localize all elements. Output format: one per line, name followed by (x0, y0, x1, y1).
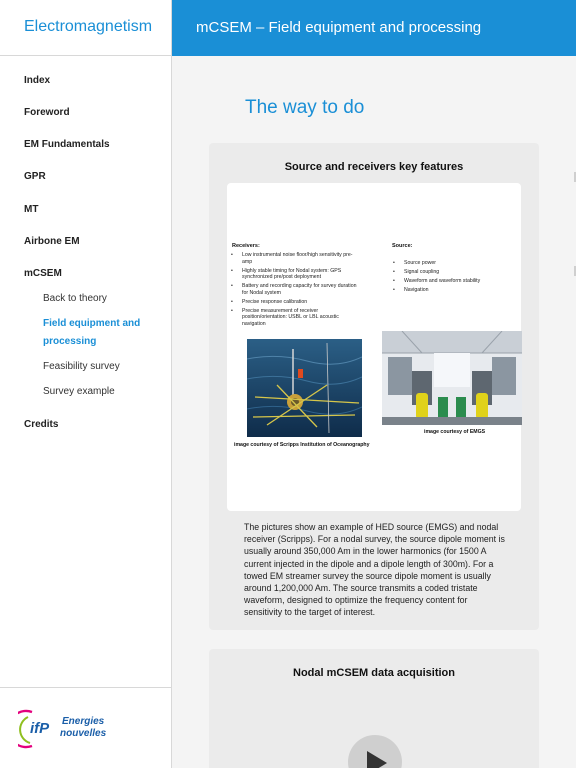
list-item: • Low instrumental noise floor/high sensitivity pre-amp (230, 252, 360, 265)
source-photo-caption: image courtesy of EMGS (424, 429, 486, 435)
sidebar-subitem-survey-example[interactable]: Survey example (43, 386, 115, 397)
receivers-list (230, 252, 360, 330)
list-item: • Precise response calibration (230, 299, 360, 306)
card-title: Nodal mCSEM data acquisition (293, 667, 455, 679)
sidebar-item-em-fundamentals[interactable]: EM Fundamentals (24, 139, 110, 150)
sidebar-item-index[interactable]: Index (24, 75, 51, 86)
sidebar-subitem-back-to-theory[interactable]: Back to theory (43, 293, 107, 304)
sidebar-header (0, 0, 172, 56)
receiver-photo-caption: image courtesy of Scripps Institution of Oceanography (234, 442, 370, 448)
features-figure (227, 183, 521, 511)
list-item: • Navigation (392, 287, 517, 294)
receivers-heading: Receivers: (232, 243, 260, 249)
list-item: • Source power (392, 260, 517, 267)
sidebar-item-mcsem[interactable]: mCSEM (24, 268, 62, 279)
list-item: • Battery and recording capacity for survey duration for Nodal system (230, 283, 360, 296)
list-item: • Precise measurement of receiver position/orientation: USBL or LBL acoustic navigation (230, 308, 360, 328)
sidebar-item-gpr[interactable]: GPR (24, 171, 46, 182)
description-text: The pictures show an example of HED source (EMGS) and nodal receiver (Scripps). For a nodal survey, the source dipole moment is usually around 350,000 Am in the lower harmonics (for 1500 A current injected in the dipole and a dipole length of 300m). For a towed EM streamer survey the source dipole moment is usually around 1,200,000 Am. The source transmits a coded tristate waveform, designed to optimize the frequency content for sensitivity to the target of interest. (244, 522, 505, 618)
receiver-photo (247, 339, 362, 437)
page-title: mCSEM – Field equipment and processing (196, 19, 482, 36)
source-heading: Source: (392, 243, 413, 249)
play-button[interactable] (348, 735, 402, 768)
video-card (209, 649, 539, 768)
sidebar-nav (0, 56, 172, 768)
app-title: Electromagnetism (24, 18, 153, 35)
section-heading: The way to do (245, 97, 365, 118)
sidebar-subitem-feasibility-survey[interactable]: Feasibility survey (43, 361, 120, 372)
logo-text-nouvelles: nouvelles (60, 728, 107, 739)
logo-text-energies: Energies (62, 716, 105, 727)
svg-text:ifP: ifP (30, 720, 50, 737)
sidebar-item-airbone-em[interactable]: Airbone EM (24, 236, 80, 247)
sidebar-item-foreword[interactable]: Foreword (24, 107, 70, 118)
list-item: • Signal coupling (392, 269, 517, 276)
source-list (392, 260, 517, 296)
list-item: • Waveform and waveform stability (392, 278, 517, 285)
list-item: • Highly stable timing for Nodal system: GPS synchronized pre/post deployment (230, 268, 360, 281)
main-content[interactable] (172, 56, 576, 768)
play-icon (365, 749, 389, 768)
sidebar-footer (0, 687, 172, 768)
features-card (209, 143, 539, 630)
card-title: Source and receivers key features (284, 161, 464, 173)
sidebar-item-credits[interactable]: Credits (24, 419, 59, 430)
sidebar-item-mt[interactable]: MT (24, 204, 39, 215)
source-photo (382, 331, 522, 425)
ifpen-logo (18, 708, 118, 750)
sidebar-subitem-field-equipment[interactable]: Field equipment and processing (43, 318, 141, 347)
top-bar (172, 0, 576, 56)
